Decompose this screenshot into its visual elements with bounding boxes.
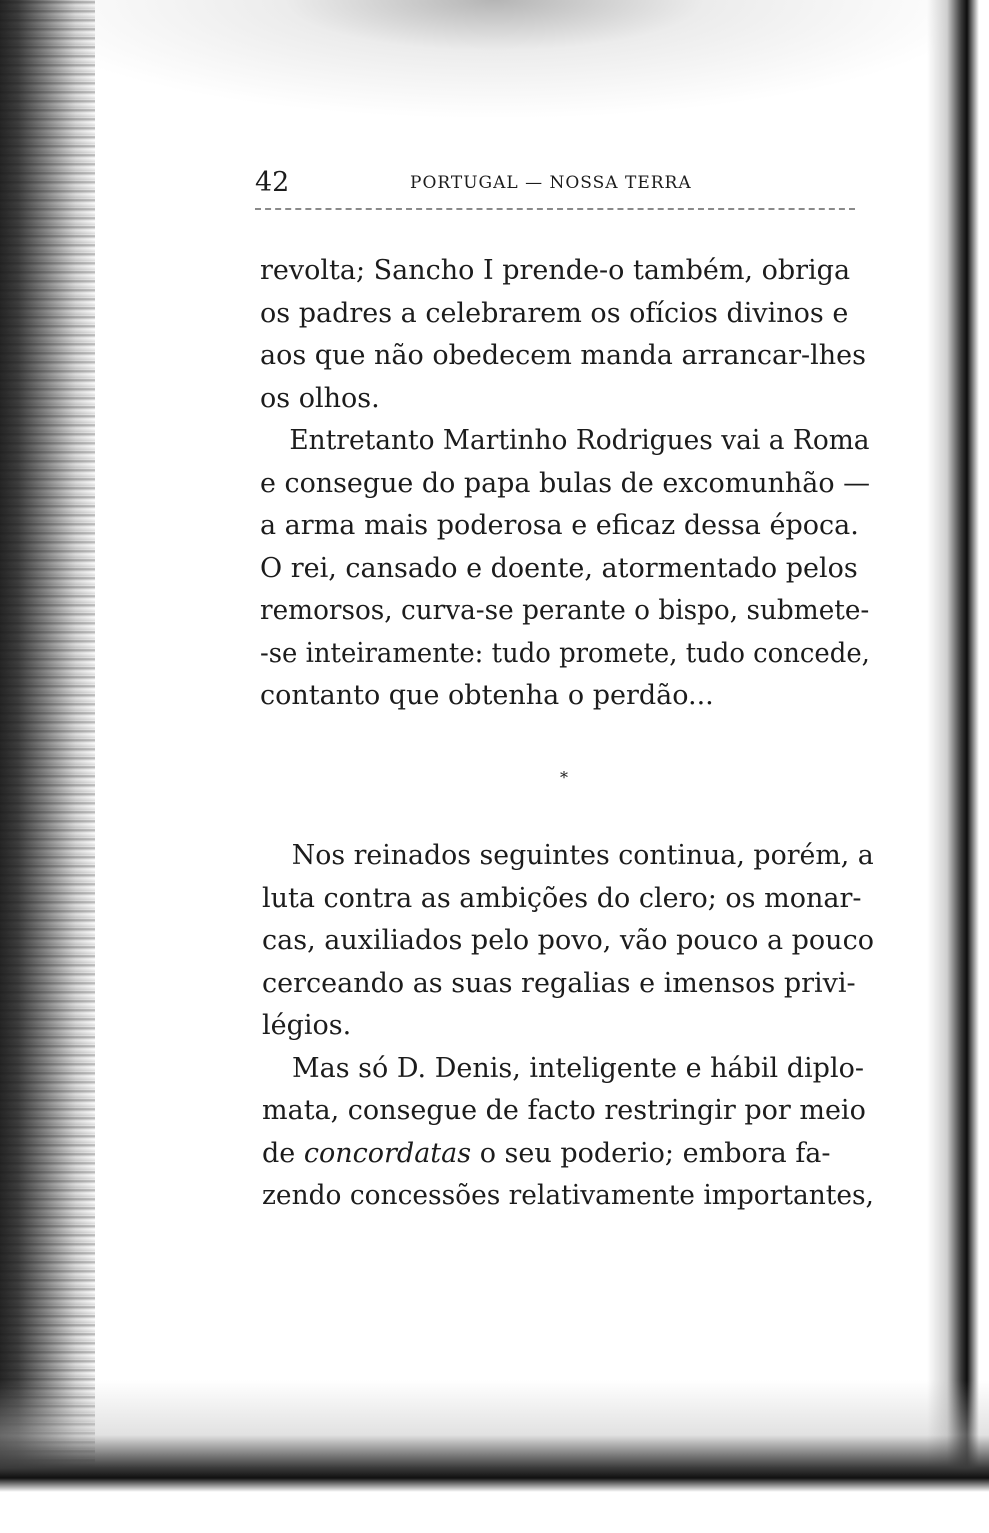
line-text: o seu poderio; embora fa- [479, 1137, 831, 1169]
page-header [255, 163, 855, 203]
line-text: cas, auxiliados pelo povo, vão pouco a pouco [262, 925, 874, 956]
text-line [262, 1048, 874, 1091]
text-line [262, 1175, 874, 1218]
line-text: e consegue do papa bulas de excomunhão — [260, 467, 871, 499]
text-line [262, 963, 874, 1006]
line-text: luta contra as ambições do clero; os monar- [262, 882, 862, 914]
line-text: légios. [262, 1010, 352, 1041]
line-text: cerceando as suas regalias e imensos privi- [262, 967, 856, 999]
text-line [262, 1090, 874, 1133]
text-line [262, 920, 874, 963]
line-text: O rei, cansado e doente, atormentado pelos [260, 552, 858, 584]
line-text: Entretanto Martinho Rodrigues vai a Roma [289, 425, 870, 456]
text-line [260, 675, 870, 718]
text-line [260, 548, 870, 591]
line-text: Nos reinados seguintes continua, porém, a [291, 840, 874, 871]
text-line [262, 1005, 874, 1048]
section-separator: * [560, 768, 568, 787]
page-number: 42 [255, 167, 290, 198]
text-line [260, 420, 870, 463]
text-line [260, 378, 870, 421]
line-text: os olhos. [260, 382, 380, 414]
text-line [262, 835, 874, 878]
line-text: aos que não obedecem manda arrancar-lhes [260, 340, 866, 371]
header-rule [255, 208, 855, 210]
text-line [260, 590, 870, 633]
text-line [260, 250, 870, 293]
line-text: revolta; Sancho I prende-o também, obriga [260, 255, 851, 286]
line-text: os padres a celebrarem os ofícios divinos e [260, 297, 849, 329]
scan-bottom-edge [0, 1380, 989, 1533]
line-text: contanto que obtenha o perdão... [260, 680, 714, 711]
text-line [262, 878, 874, 921]
text-line [260, 505, 870, 548]
scan-right-edge [927, 0, 989, 1533]
text-line [260, 463, 871, 506]
line-text: de [262, 1137, 296, 1169]
line-text: a arma mais poderosa e eficaz dessa época. [260, 510, 859, 541]
italic-term: concordatas [303, 1137, 472, 1169]
paragraph-block-1 [260, 250, 870, 718]
line-text: mata, consegue de facto restringir por meio [262, 1095, 866, 1126]
scan-top-shadow [0, 0, 989, 120]
paragraph-block-2 [262, 835, 874, 1218]
text-line [260, 335, 870, 378]
line-text: remorsos, curva-se perante o bispo, submete- [260, 595, 870, 626]
text-line [262, 1133, 874, 1176]
text-line [260, 633, 870, 676]
running-title: PORTUGAL — NOSSA TERRA [410, 173, 692, 193]
line-text: zendo concessões relativamente importantes, [262, 1180, 874, 1211]
line-text: -se inteiramente: tudo promete, tudo concede, [260, 637, 870, 669]
line-text: Mas só D. Denis, inteligente e hábil diplo- [292, 1052, 864, 1084]
text-line [260, 293, 870, 336]
scan-left-edge [0, 0, 95, 1533]
